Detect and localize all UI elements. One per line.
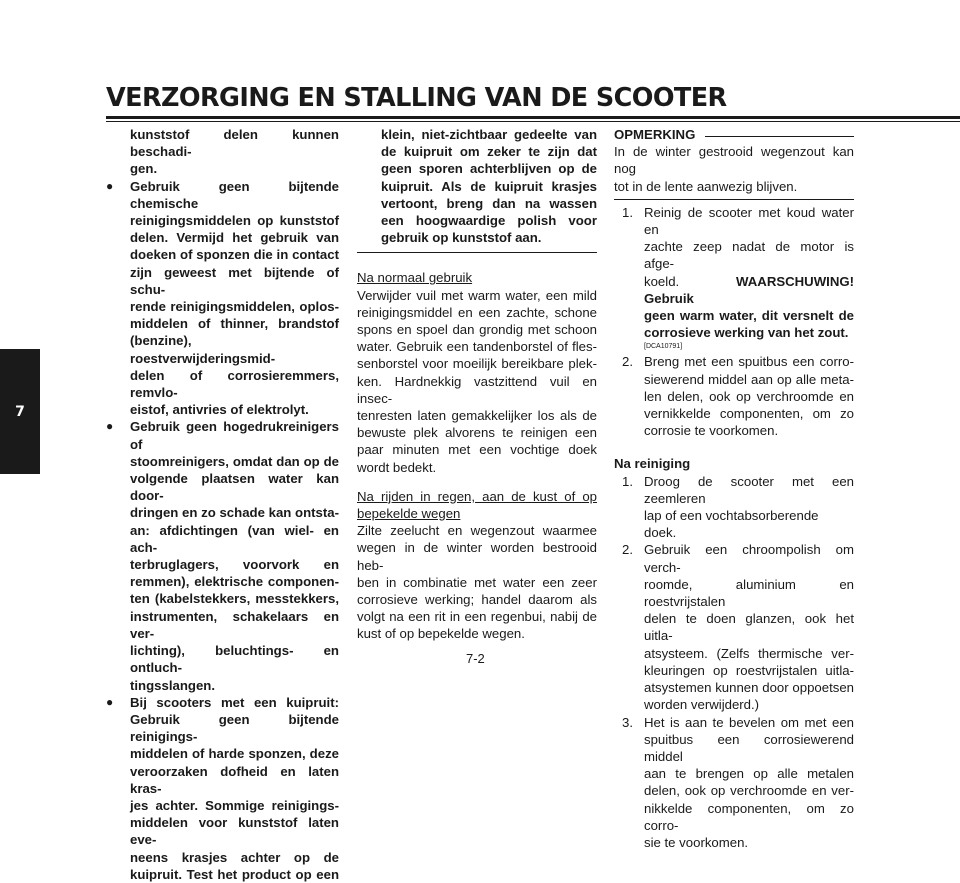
column-1 — [106, 126, 339, 883]
rain-heading: Na rijden in regen, aan de kust of op bepekelde wegen — [357, 488, 597, 522]
section-title: VERZORGING EN STALLING VAN DE SCOOTER — [106, 83, 727, 113]
continued-text: klein, niet-zichtbaar gedeelte van de kuipruit om zeker te zijn dat geen sporen achterblijven op de kuipruit. Als de kuipruit krasjes vertoont, breng dan na wassen een hoogwaardige polish voor gebruik op kunststof aan. — [381, 127, 597, 246]
header-rule-thin — [106, 121, 960, 122]
bullet-item: ● Bij scooters met een kuipruit: Gebruik geen bijtende reinigings- middelen of harde sponzen, deze veroorzaken dofheid en laten kras- jes achter. Sommige reinigings- middelen voor kunststof laten eve- neens krasjes achter op de kuipruit. Test het product op een — [106, 694, 339, 882]
list-item: 2. Breng met een spuitbus een corro- siewerend middel aan op alle meta- len delen, ook op verchroomde en vernikkelde componenten, om zo corrosie te voorkomen. — [622, 354, 854, 439]
normal-use-text: Verwijder vuil met warm water, een mild reinigingsmiddel en een zachte, schone spons en spoel dan grondig met schoon water. Gebruik een tandenborstel of fles- senborstel voor moeilijk bereikbare plek- ken. Hardnekkig vastzittend vuil en insec- tenresten laten gemakkelijker los als de bewuste plek alvorens te reinigen een paar minuten met een vochtige doek wordt bedekt. — [357, 287, 597, 475]
page-number: 7-2 — [466, 651, 485, 666]
continued-text: kunststof delen kunnen beschadi- gen. — [130, 127, 339, 177]
note-rule — [705, 136, 854, 137]
chapter-tab: 7 — [0, 349, 40, 474]
normal-use-heading: Na normaal gebruik — [357, 270, 473, 286]
list-item: 1. Reinig de scooter met koud water en zachte zeep nadat de motor is afge- koeld. WAARSCHUWING! Gebruik geen warm water, dit versnelt de corrosieve werking van het zout. [DCA10791] — [614, 204, 854, 354]
rain-text: Zilte zeelucht en wegenzout waarmee wegen in de winter worden bestrooid heb- ben in combinatie met water een zeer corrosieve werking; handel daarom als volgt na een rit in een regenbui, nabij de kust of op bepekelde wegen. — [357, 523, 597, 642]
warning-code: [DCA10791] — [644, 343, 683, 351]
bullet-icon: ● — [106, 419, 114, 434]
column-3 — [614, 126, 854, 851]
warning-text: WAARSCHUWING! Gebruik — [644, 273, 854, 306]
note-end-rule — [614, 199, 854, 200]
column-2 — [357, 126, 597, 643]
bullet-item: ● Gebruik geen bijtende chemische reinigingsmiddelen op kunststof delen. Vermijd het gebruik van doeken of sponzen die in contact zijn geweest met bijtende of schu- rende reinigingsmiddelen, oplos- middelen of thinner, brandstof (benzine), roestverwijderingsmid- delen of corrosieremmers, remvlo- eistof, antivries of elektrolyt. — [106, 178, 339, 418]
bullet-icon: ● — [106, 178, 114, 193]
bullet-item: ● Gebruik geen hogedrukreinigers of stoomreinigers, omdat dan op de volgende plaatsen water kan door- dringen en zo schade kan ontsta- an: afdichtingen (van wiel- en ach- terbruglagers, voorvork en remmen), elektrische componen- ten (kabelstekkers, messtekkers, instrumenten, schakelaars en ver- lichting), beluchtings- en ontluch- tingsslangen. — [106, 419, 339, 693]
note-heading: OPMERKING — [614, 126, 854, 143]
note-text: In de winter gestrooid wegenzout kan nog tot in de lente aanwezig blijven. — [614, 144, 854, 194]
list-item: 2. Gebruik een chroompolish om verch- roomde, aluminium en roestvrijstalen delen te doen glanzen, ook het uitla- atsysteem. (Zelfs thermische ver- kleuringen op roestvrijstalen uitla- atsystemen kunnen door oppoetsen worden verwijderd.) — [622, 542, 854, 713]
header-rule — [106, 116, 960, 119]
drying-heading: Na reiniging — [614, 456, 691, 472]
list-item: 3. Het is aan te bevelen om met een spuitbus een corrosiewerend middel aan te brengen op alle metalen delen, ook op verchroomde en ver- nikkelde componenten, om zo corro- sie te voorkomen. — [622, 714, 854, 850]
warning-end-rule — [357, 252, 597, 253]
list-item: 1. Droog de scooter met een zeemleren lap of een vochtabsorberende doek. — [622, 473, 854, 541]
bullet-icon: ● — [106, 694, 114, 709]
